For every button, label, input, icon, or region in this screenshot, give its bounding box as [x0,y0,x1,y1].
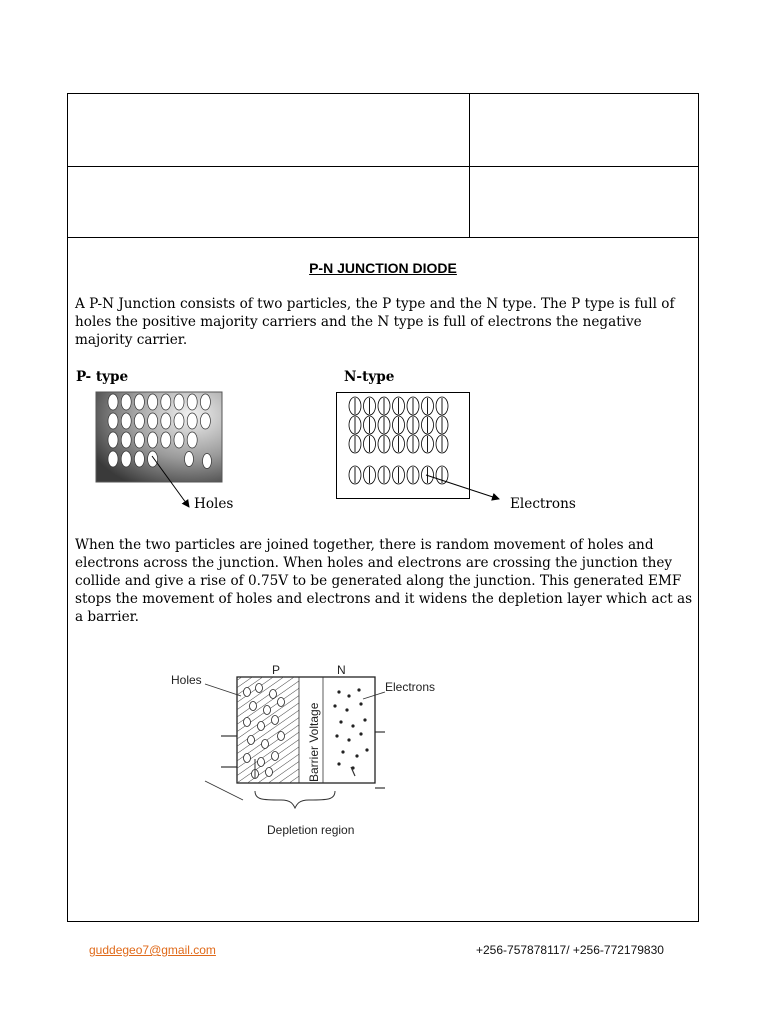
footer-phone: +256-757878117/ +256-772179830 [476,943,664,957]
diagram-electron [363,718,366,721]
diagram-electron [333,704,336,707]
diagram-n-label: N [337,663,346,677]
diagram-hole [244,754,251,763]
diagram-electrons-label: Electrons [385,680,436,694]
diagram-hole [258,758,265,767]
diagram-hole [262,740,269,749]
diagram-hole [272,752,279,761]
diagram-hole [278,732,285,741]
document-frame [67,93,699,922]
footer-email-link[interactable]: guddegeo7@gmail.com [89,943,216,957]
diagram-hole [278,698,285,707]
diagram-electron [359,732,362,735]
diagram-hole [244,718,251,727]
body-paragraph: When the two particles are joined together, there is random movement of holes and electrons across the junction. When holes and electrons are crossing the junction they collide and give a rise of 0.75V to be generated along the junction. This generated EMF stops the movement of holes and electrons and it widens the depletion layer which act as a barrier. [75,537,693,625]
diagram-electron [341,750,344,753]
diagram-barrier-label: Barrier Voltage [307,702,321,782]
intro-paragraph: A P-N Junction consists of two particles, the P type and the N type. The P type is full of holes the positive majority carriers and the N type is full of electrons the negative majority carrier. [75,296,675,348]
diagram-electron [339,720,342,723]
diagram-hole [248,736,255,745]
diagram-electron [355,754,358,757]
pn-junction-diagram [163,644,463,854]
diagram-electron [337,762,340,765]
diagram-electron [337,690,340,693]
diagram-electron [347,738,350,741]
holes-label: Holes [194,496,234,512]
diagram-hole [264,706,271,715]
diagram-electron [357,688,360,691]
n-type-label: N-type [344,369,395,385]
diagram-p-label: P [272,663,281,677]
diagram-hole [258,722,265,731]
page-title: P-N JUNCTION DIODE [309,260,457,276]
diagram-electron [345,708,348,711]
p-type-label: P- type [76,369,129,385]
diagram-hole [266,768,273,777]
diagram-hole [272,716,279,725]
diagram-electron [347,694,350,697]
diagram-holes-label: Holes [171,673,202,687]
diagram-hole [256,684,263,693]
diagram-hole [270,690,277,699]
diagram-hole [250,702,257,711]
diagram-electron [351,724,354,727]
diagram-depletion-label: Depletion region [267,823,355,837]
diagram-electron [365,748,368,751]
diagram-electron [335,734,338,737]
electrons-label: Electrons [510,496,576,512]
diagram-hole [244,688,251,697]
diagram-electron [359,702,362,705]
